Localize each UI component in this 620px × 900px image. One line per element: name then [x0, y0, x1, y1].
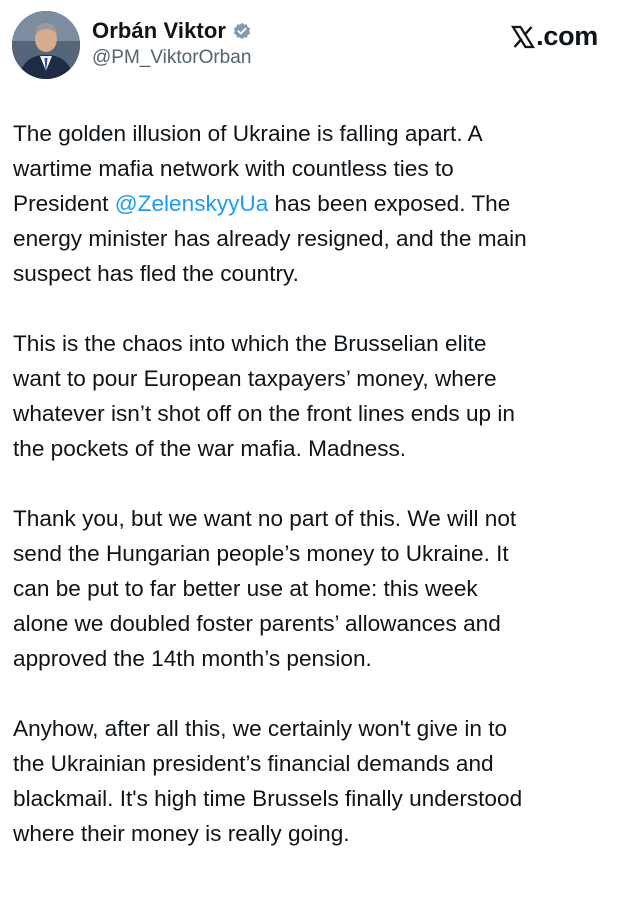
post-text-line [13, 746, 613, 781]
post-text: want to pour European taxpayers’ money, where [13, 366, 497, 391]
post-text-line [13, 571, 613, 606]
name-row [92, 17, 252, 45]
post-text-line [13, 431, 613, 466]
post-text-line [13, 116, 613, 151]
post-paragraph [13, 116, 613, 291]
author-display-name[interactable]: Orbán Viktor [92, 18, 227, 43]
post-text: alone we doubled foster parents’ allowances and [13, 611, 501, 636]
post-paragraph [13, 326, 613, 466]
post-text-line [13, 361, 613, 396]
post-text: Thank you, but we want no part of this. We will not [13, 506, 517, 531]
post-paragraph [13, 711, 613, 851]
post-header [12, 11, 608, 83]
post-text: the Ukrainian president’s financial demands and [13, 751, 494, 776]
post-text-line [13, 396, 613, 431]
post-text: approved the 14th month’s pension. [13, 646, 372, 671]
verified-badge-icon [232, 21, 252, 41]
post-text: This is the chaos into which the Brusselian elite [13, 331, 487, 356]
author-avatar[interactable] [12, 11, 80, 79]
post-paragraph [13, 501, 613, 676]
post-text-line [13, 641, 613, 676]
post-text: blackmail. It's high time Brussels finally understood [13, 786, 523, 811]
post-text: send the Hungarian people’s money to Ukraine. It [13, 541, 509, 566]
author-handle[interactable]: @PM_ViktorOrban [92, 47, 252, 68]
post-text: Anyhow, after all this, we certainly won't give in to [13, 716, 508, 741]
post-text-line [13, 186, 613, 221]
post-text-line [13, 536, 613, 571]
post-text: where their money is really going. [13, 821, 350, 846]
post-text-line [13, 781, 613, 816]
avatar-portrait [12, 11, 80, 79]
brand-suffix: .com [536, 21, 598, 51]
post-text: has been exposed. The [268, 191, 511, 216]
x-logo-icon [511, 25, 535, 49]
post-text-line [13, 501, 613, 536]
post-text: whatever isn’t shot off on the front lines ends up in [13, 401, 515, 426]
post-text: suspect has fled the country. [13, 261, 299, 286]
post-body [13, 116, 613, 851]
post-text-line [13, 221, 613, 256]
post-text-line [13, 606, 613, 641]
author-identity [92, 17, 252, 69]
brand-mark [511, 21, 598, 52]
post-text-line [13, 816, 613, 851]
post-text-line [13, 711, 613, 746]
mention-link[interactable]: @ZelenskyyUa [114, 191, 269, 216]
post-text: The golden illusion of Ukraine is falling apart. A [13, 121, 483, 146]
post-text: the pockets of the war mafia. Madness. [13, 436, 407, 461]
post-text-line [13, 151, 613, 186]
post-text-line [13, 326, 613, 361]
post-text: wartime mafia network with countless ties to [13, 156, 454, 181]
post-text: President [13, 191, 115, 216]
post-text: energy minister has already resigned, and the main [13, 226, 527, 251]
post-text: can be put to far better use at home: this week [13, 576, 478, 601]
post-text-line [13, 256, 613, 291]
